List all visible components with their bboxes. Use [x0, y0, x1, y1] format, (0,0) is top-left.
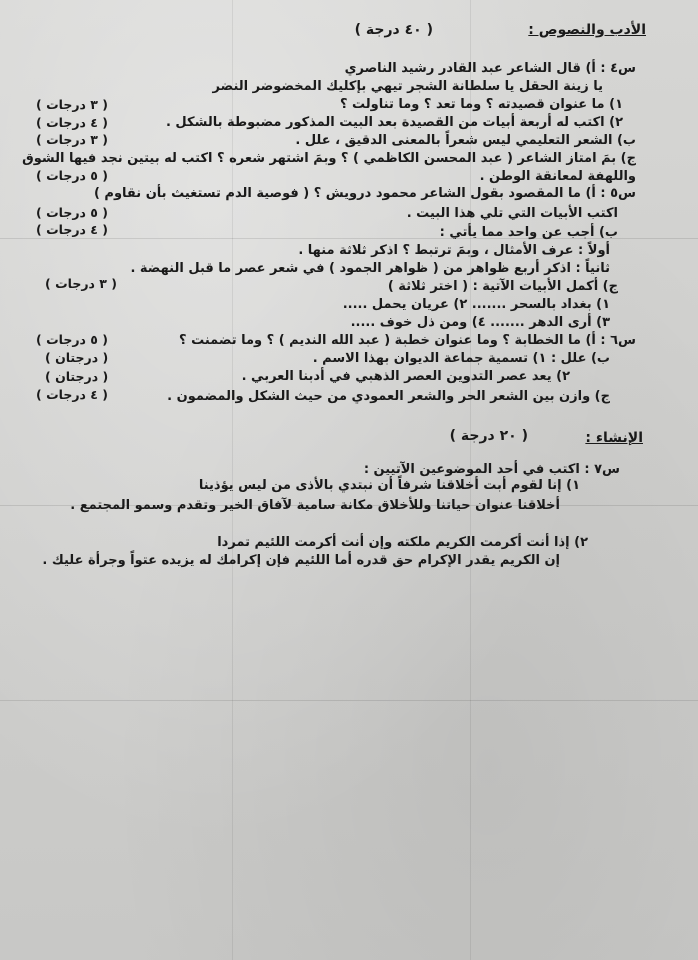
section-marks-literature: ( ٤٠ درجة ): [354, 22, 433, 38]
question-6: س٦ : أ) ما الخطابة ؟ وما عنوان خطبة ( عبد الله النديم ) ؟ وما تضمنت ؟: [179, 333, 636, 348]
question-4-part-2: ٢) اكتب له أربعة أبيات من القصيدة بعد البيت المذكور مضبوطة بالشكل .: [165, 115, 623, 130]
question-4: س٤ : أ) قال الشاعر عبد القادر رشيد الناصري: [344, 61, 636, 76]
question-5-j: ج) أكمل الأبيات الآتية : ( اختر ثلاثة ): [387, 279, 618, 294]
question-7-topic-1: ١) إنا لقوم أبت أخلاقنا شرفاً أن نبتدي بالأذى من ليس يؤذينا: [198, 478, 580, 493]
question-6-b-1-marks: ( درجتان ): [45, 350, 109, 365]
question-4-b-marks: ( ٣ درجات ): [36, 132, 109, 147]
question-5-b-first: أولاً : عرف الأمثال ، وبمَ ترتبط ؟ اذكر ثلاثة منها .: [298, 243, 610, 258]
question-4-part-1-marks: ( ٣ درجات ): [36, 97, 109, 112]
question-6-b-1: ب) علل : ١) تسمية جماعة الديوان بهذا الاسم .: [312, 351, 610, 366]
question-4-j: ج) بمَ امتاز الشاعر ( عبد المحسن الكاظمي ) ؟ وبمَ اشتهر شعره ؟ اكتب له بيتين نجد فيها الشوق: [22, 151, 636, 166]
question-4-j-marks: ( ٥ درجات ): [36, 168, 109, 183]
question-6-b-2-marks: ( درجتان ): [45, 369, 109, 384]
question-6-marks: ( ٥ درجات ): [36, 332, 109, 347]
question-4-verse: يا زينة الحقل يا سلطانة الشجر تيهي بإكليك المخضوضر النضر: [212, 79, 603, 94]
section-title-composition: الإنشاء :: [585, 430, 643, 446]
question-7-topic-1-text: أخلاقنا عنوان حياتنا وللأخلاق مكانة سامية لآفاق الخير وتقدم وسمو المجتمع .: [70, 498, 560, 513]
question-5-j-verses-2: ٣) أرى الدهر ....... ٤) ومن ذل خوف .....: [350, 315, 610, 330]
question-5-b: ب) أجب عن واحد مما يأتي :: [439, 225, 618, 240]
question-6-j: ج) وازن بين الشعر الحر والشعر العمودي من حيث الشكل والمضمون .: [167, 389, 610, 404]
question-4-part-2-marks: ( ٤ درجات ): [36, 115, 109, 130]
question-5-a-cont: اكتب الأبيات التي تلي هذا البيت .: [406, 206, 618, 221]
question-5-b-marks: ( ٤ درجات ): [36, 222, 109, 237]
question-5-j-verses-1: ١) بغداد بالسحر ....... ٢) عريان يحمل .....: [342, 297, 610, 312]
question-7: س٧ : اكتب في أحد الموضوعين الآتيين :: [363, 462, 620, 477]
section-marks-composition: ( ٢٠ درجة ): [449, 428, 528, 444]
question-5-a-marks: ( ٥ درجات ): [36, 205, 109, 220]
question-5-j-marks: ( ٣ درجات ): [45, 276, 118, 291]
question-4-j-cont: واللهفة لمعانقة الوطن .: [479, 169, 636, 184]
question-7-topic-2-text: إن الكريم يقدر الإكرام حق قدره أما اللئيم فإن إكرامك له يزيده عتواً وجرأة عليك .: [42, 553, 560, 568]
question-5-b-second: ثانياً : اذكر أربع ظواهر من ( ظواهر الجمود ) في شعر عصر ما قبل النهضة .: [130, 261, 610, 276]
question-4-b: ب) الشعر التعليمي ليس شعراً بالمعنى الدقيق ، علل .: [295, 133, 636, 148]
question-6-j-marks: ( ٤ درجات ): [36, 387, 109, 402]
section-title-literature: الأدب والنصوص :: [528, 22, 646, 38]
question-4-part-1: ١) ما عنوان قصيدته ؟ وما تعد ؟ وما تناولت ؟: [339, 97, 623, 112]
question-6-b-2: ٢) يعد عصر التدوين العصر الذهبي في أدبنا العربي .: [241, 369, 570, 384]
question-5: س٥ : أ) ما المقصود بقول الشاعر محمود درويش ؟ ( فوصية الدم تستغيث بأن نقاوم ): [93, 186, 636, 201]
question-7-topic-2: ٢) إذا أنت أكرمت الكريم ملكته وإن أنت أكرمت اللئيم تمردا: [217, 535, 588, 550]
